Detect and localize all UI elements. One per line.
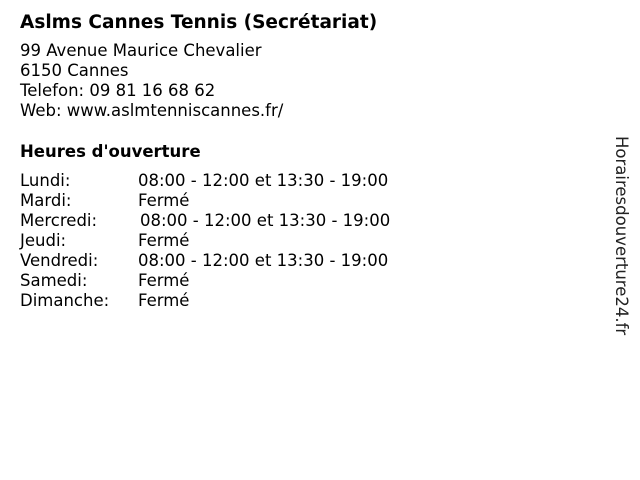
day-hours: Fermé xyxy=(138,191,190,210)
hours-row-wednesday xyxy=(20,211,590,231)
business-card xyxy=(20,11,590,311)
day-label: Mercredi: xyxy=(20,211,98,230)
hours-row-friday xyxy=(20,251,590,271)
day-label: Vendredi: xyxy=(20,251,99,270)
website-line: Web: www.aslmtenniscannes.fr/ xyxy=(20,101,284,120)
phone-line: Telefon: 09 81 16 68 62 xyxy=(20,81,216,100)
day-label: Lundi: xyxy=(20,171,71,190)
hours-row-saturday xyxy=(20,271,590,291)
day-hours: 08:00 - 12:00 et 13:30 - 19:00 xyxy=(138,251,389,270)
day-hours: 08:00 - 12:00 et 13:30 - 19:00 xyxy=(138,171,389,190)
day-hours: Fermé xyxy=(138,271,190,290)
business-name: Aslms Cannes Tennis (Secrétariat) xyxy=(20,12,378,33)
opening-hours-list xyxy=(20,171,590,311)
hours-row-tuesday xyxy=(20,191,590,211)
watermark-text: Horairesdouverture24.fr xyxy=(612,136,631,336)
hours-row-monday xyxy=(20,171,590,191)
day-hours: Fermé xyxy=(138,231,190,250)
day-label: Dimanche: xyxy=(20,291,110,310)
hours-row-thursday xyxy=(20,231,590,251)
day-hours: Fermé xyxy=(138,291,190,310)
hours-row-sunday xyxy=(20,291,590,311)
city-line: 6150 Cannes xyxy=(20,61,129,80)
day-hours: 08:00 - 12:00 et 13:30 - 19:00 xyxy=(140,211,391,230)
day-label: Samedi: xyxy=(20,271,88,290)
street-address: 99 Avenue Maurice Chevalier xyxy=(20,41,262,60)
day-label: Jeudi: xyxy=(20,231,67,250)
day-label: Mardi: xyxy=(20,191,72,210)
site-watermark xyxy=(603,136,639,346)
opening-hours-title: Heures d'ouverture xyxy=(20,142,201,161)
